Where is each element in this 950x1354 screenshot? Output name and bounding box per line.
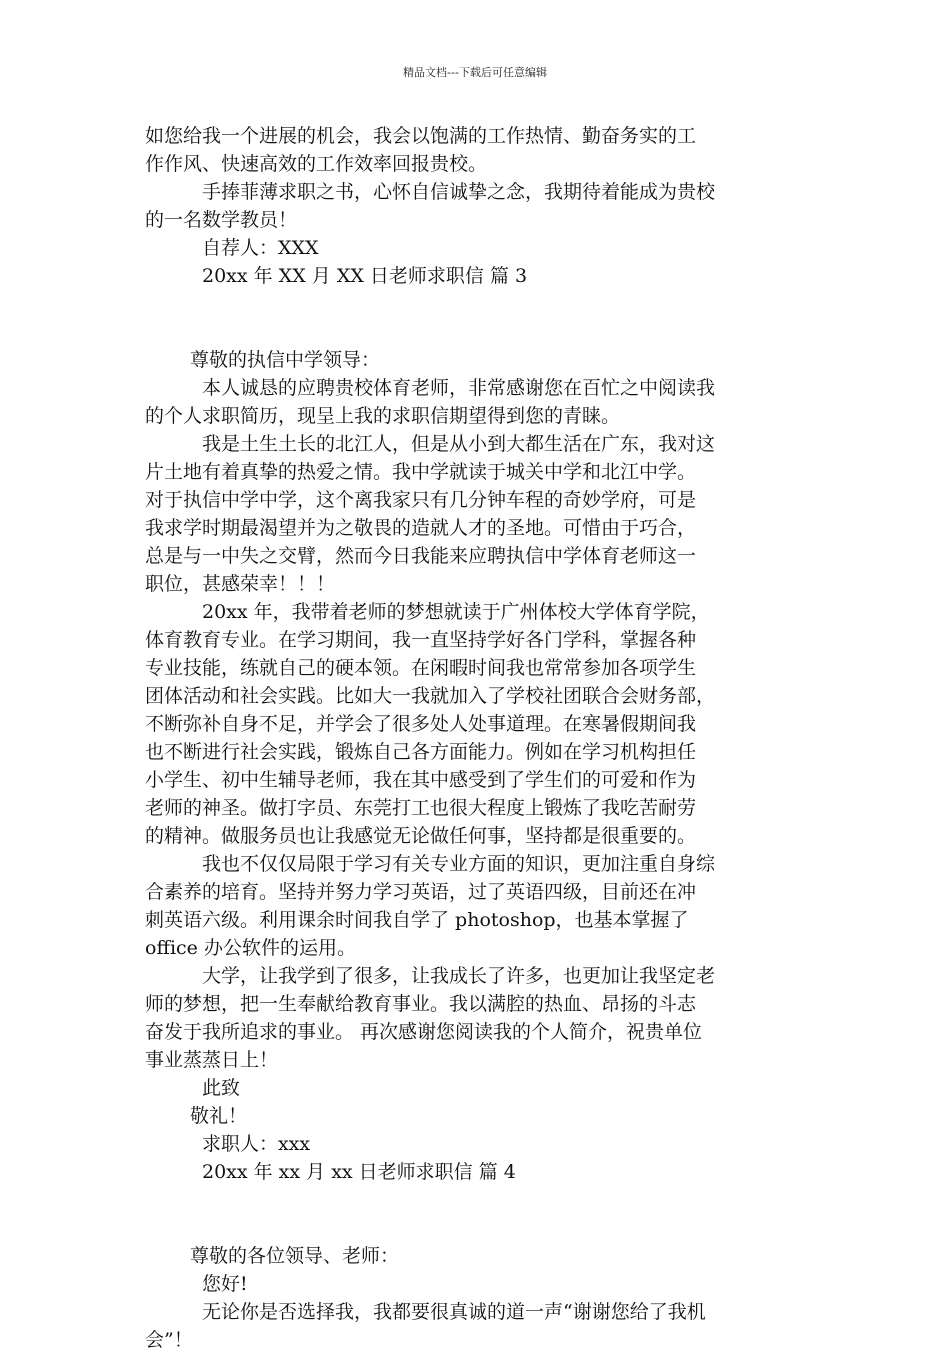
text-line: 的一名数学教员！ xyxy=(145,209,298,231)
text-line: 手捧菲薄求职之书，心怀自信诚挚之念，我期待着能成为贵校 xyxy=(202,181,716,203)
text-line: 奋发于我所追求的事业。 再次感谢您阅读我的个人简介，祝贵单位 xyxy=(145,1021,703,1043)
text-line: 小学生、初中生辅导老师，我在其中感受到了学生们的可爱和作为 xyxy=(145,769,697,791)
text-line: 专业技能，练就自己的硬本领。在闲暇时间我也常常参加各项学生 xyxy=(145,657,697,679)
text-line: 老师的神圣。做打字员、东莞打工也很大程度上锻炼了我吃苦耐劳 xyxy=(145,797,697,819)
text-line: 会”！ xyxy=(145,1329,193,1351)
document-body xyxy=(145,122,813,1354)
text-line: 的个人求职简历，现呈上我的求职信期望得到您的青睐。 xyxy=(145,405,621,427)
date-section-line: 20xx 年 xx 月 xx 日老师求职信 篇 4 xyxy=(202,1161,516,1183)
closing-line: 敬礼！ xyxy=(190,1105,248,1127)
signature-line: 求职人：xxx xyxy=(202,1133,311,1155)
text-line: 事业蒸蒸日上！ xyxy=(145,1049,279,1071)
text-line: 我也不仅仅局限于学习有关专业方面的知识，更加注重自身综 xyxy=(202,853,716,875)
text-line: 的精神。做服务员也让我感觉无论做任何事，坚持都是很重要的。 xyxy=(145,825,697,847)
text-line: 总是与一中失之交臂，然而今日我能来应聘执信中学体育老师这一 xyxy=(145,545,697,567)
section-gap xyxy=(145,1186,813,1242)
text-line: 片土地有着真挚的热爱之情。我中学就读于城关中学和北江中学。 xyxy=(145,461,697,483)
text-line: 师的梦想，把一生奉献给教育事业。我以满腔的热血、昂扬的斗志 xyxy=(145,993,697,1015)
text-line: 刺英语六级。利用课余时间我自学了 photoshop，也基本掌握了 xyxy=(145,909,689,931)
section-gap xyxy=(145,290,813,346)
text-line: 无论你是否选择我，我都要很真诚的道一声“谢谢您给了我机 xyxy=(202,1301,706,1323)
date-section-line: 20xx 年 XX 月 XX 日老师求职信 篇 3 xyxy=(202,265,528,287)
salutation: 尊敬的各位领导、老师： xyxy=(190,1245,400,1267)
text-line: 不断弥补自身不足，并学会了很多处人处事道理。在寒暑假期间我 xyxy=(145,713,697,735)
text-line: 我是土生土长的北江人，但是从小到大都生活在广东，我对这 xyxy=(202,433,716,455)
text-line: 如您给我一个进展的机会，我会以饱满的工作热情、勤奋务实的工 xyxy=(145,125,697,147)
text-line: 大学，让我学到了很多，让我成长了许多，也更加让我坚定老 xyxy=(202,965,716,987)
text-line: 也不断进行社会实践，锻炼自己各方面能力。例如在学习机构担任 xyxy=(145,741,697,763)
greeting-line: 您好! xyxy=(202,1273,248,1295)
salutation: 尊敬的执信中学领导： xyxy=(190,349,381,371)
signature-line: 自荐人：XXX xyxy=(202,237,319,259)
text-line: office 办公软件的运用。 xyxy=(145,937,356,959)
text-line: 合素养的培育。坚持并努力学习英语，过了英语四级，目前还在冲 xyxy=(145,881,697,903)
text-line: 对于执信中学中学，这个离我家只有几分钟车程的奇妙学府，可是 xyxy=(145,489,697,511)
text-line: 本人诚恳的应聘贵校体育老师，非常感谢您在百忙之中阅读我 xyxy=(202,377,716,399)
page-header: 精品文档---下载后可任意编辑 xyxy=(403,66,547,79)
text-line: 我求学时期最渴望并为之敬畏的造就人才的圣地。可惜由于巧合， xyxy=(145,517,697,539)
text-line: 20xx 年，我带着老师的梦想就读于广州体校大学体育学院， xyxy=(202,601,710,623)
closing-line: 此致 xyxy=(202,1077,241,1099)
text-line: 职位，甚感荣幸！！！ xyxy=(145,573,336,595)
text-line: 作作风、快速高效的工作效率回报贵校。 xyxy=(145,153,488,175)
text-line: 团体活动和社会实践。比如大一我就加入了学校社团联合会财务部， xyxy=(145,685,716,707)
text-line: 体育教育专业。在学习期间，我一直坚持学好各门学科，掌握各种 xyxy=(145,629,697,651)
